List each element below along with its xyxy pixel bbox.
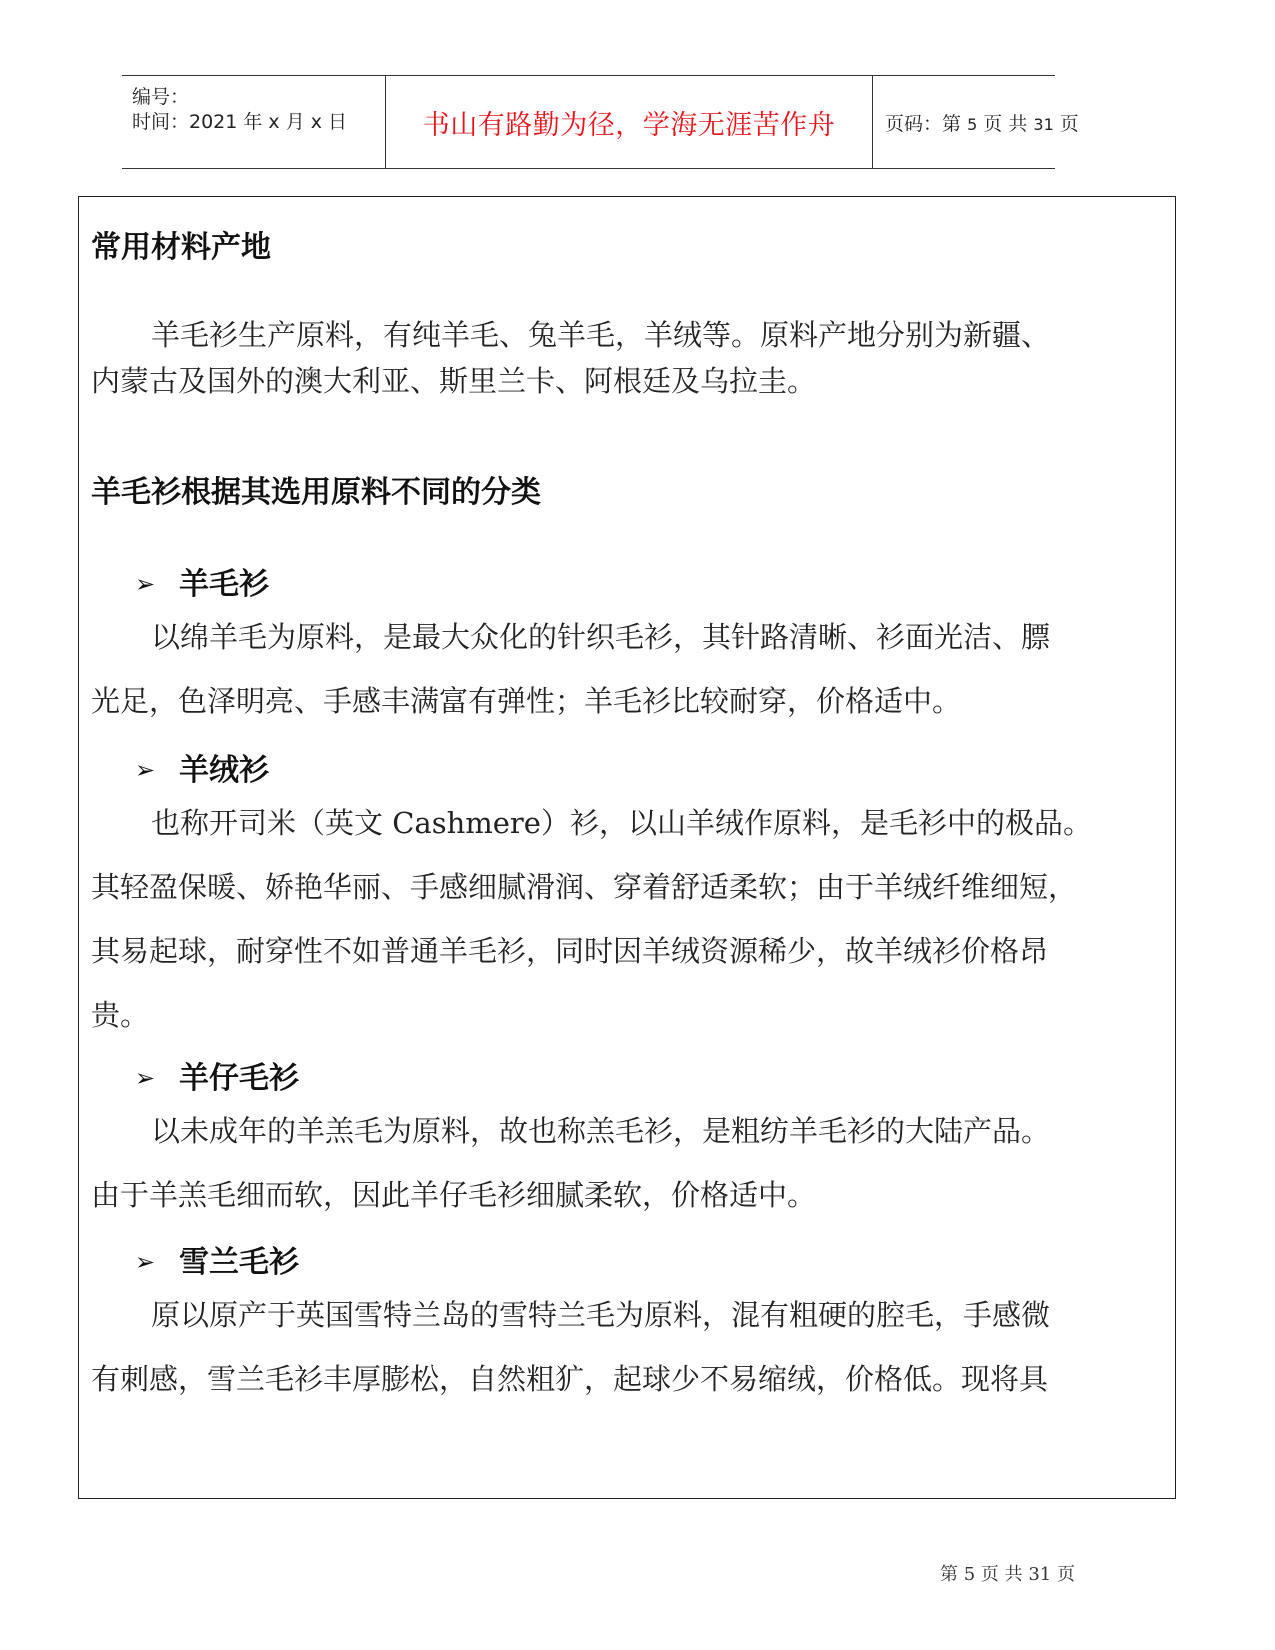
paragraph-cashmere: 也称开司米（英文 Cashmere）衫，以山羊绒作原料，是毛衫中的极品。 其轻盈保暖、娇艳华丽、手感细腻滑润、穿着舒适柔软；由于羊绒纤维细短， 其易起球，耐穿性不如普通羊毛衫，同时因羊绒资源稀少，故羊绒衫价格昂 贵。 bbox=[91, 806, 1092, 1032]
paragraph-wool: 以绵羊毛为原料，是最大众化的针织毛衫，其针路清晰、衫面光洁、膘 光足，色泽明亮、手感丰满富有弹性；羊毛衫比较耐穿，价格适中。 bbox=[91, 620, 1051, 718]
header-motto-cell bbox=[385, 76, 873, 168]
bullet-item-cashmere: ➢ 羊绒衫 bbox=[135, 753, 269, 788]
time-label: 时间：2021 年 x 月 x 日 bbox=[132, 111, 348, 133]
arrow-bullet-icon: ➢ bbox=[135, 756, 156, 784]
page-header bbox=[122, 75, 1079, 169]
page-indicator: 页码：第 5 页 共 31 页 bbox=[885, 112, 1079, 135]
paragraph-line: 羊毛衫生产原料，有纯羊毛、兔羊毛，羊绒等。原料产地分别为新疆、 bbox=[151, 318, 1051, 352]
bullet-item-wool: ➢ 羊毛衫 bbox=[135, 567, 269, 602]
number-label: 编号： bbox=[132, 86, 190, 108]
bullet-item-shetland: ➢ 雪兰毛衫 bbox=[135, 1245, 299, 1280]
motto: 书山有路勤为径，学海无涯苦作舟 bbox=[422, 109, 836, 141]
bullet-item-lambswool: ➢ 羊仔毛衫 bbox=[135, 1061, 299, 1096]
content-box bbox=[78, 196, 1176, 1499]
paragraph-line: 内蒙古及国外的澳大利亚、斯里兰卡、阿根廷及乌拉圭。 bbox=[91, 364, 817, 398]
arrow-bullet-icon: ➢ bbox=[135, 570, 156, 598]
paragraph-lambswool: 以未成年的羊羔毛为原料，故也称羔毛衫，是粗纺羊毛衫的大陆产品。 由于羊羔毛细而软，因此羊仔毛衫细腻柔软，价格适中。 bbox=[91, 1114, 1051, 1212]
arrow-bullet-icon: ➢ bbox=[135, 1248, 156, 1276]
paragraph-origin bbox=[91, 303, 1175, 413]
heading-material-origin: 常用材料产地 bbox=[91, 230, 271, 265]
page-footer: 第 5 页 共 31 页 bbox=[940, 1564, 1075, 1585]
header-page-cell bbox=[873, 76, 1079, 168]
header-info-cell bbox=[122, 76, 385, 168]
arrow-bullet-icon: ➢ bbox=[135, 1064, 156, 1092]
heading-classification: 羊毛衫根据其选用原料不同的分类 bbox=[91, 475, 541, 510]
paragraph-shetland: 原以原产于英国雪特兰岛的雪特兰毛为原料，混有粗硬的腔毛，手感微 有刺感，雪兰毛衫丰厚膨松，自然粗犷，起球少不易缩绒，价格低。现将具 bbox=[91, 1298, 1051, 1396]
